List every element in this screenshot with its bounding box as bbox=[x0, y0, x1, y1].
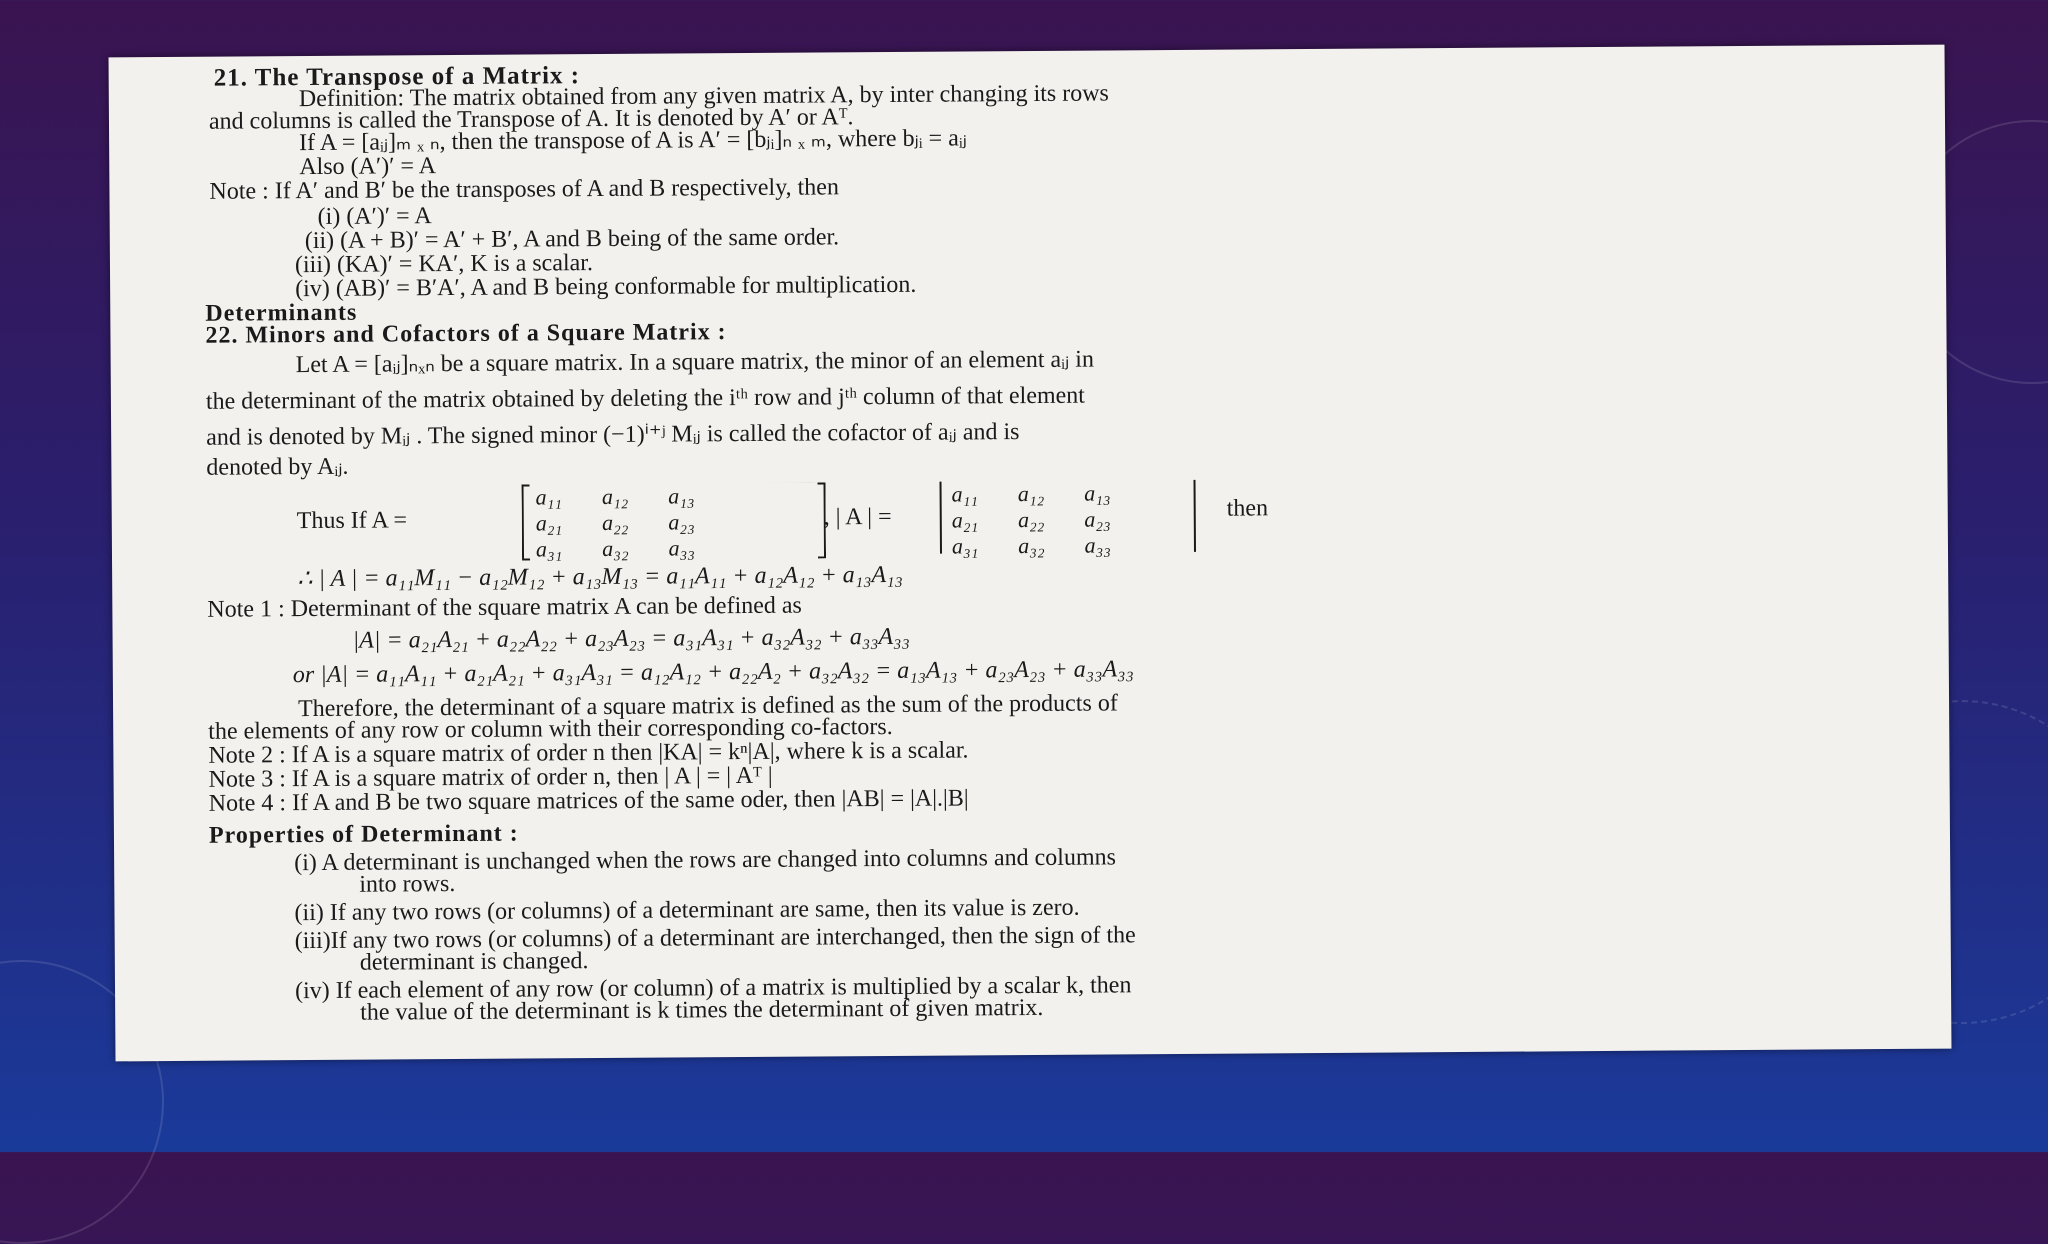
transpose-property: (iv) (AB)′ = B′A′, A and B being conformable for multiplication. bbox=[295, 271, 917, 303]
matrix-entry: a₂₁ bbox=[535, 510, 563, 536]
transpose-def-line: If A = [aᵢⱼ]ₘ ₓ ₙ, then the transpose of A is A′ = [bⱼᵢ]ₙ ₓ ₘ, where bⱼᵢ = aᵢⱼ bbox=[299, 125, 968, 157]
transpose-property: (ii) (A + B)′ = A′ + B′, A and B being of the same order. bbox=[304, 224, 840, 255]
matrix-entry: a₁₁ bbox=[535, 484, 562, 510]
minor-paragraph: and is denoted by Mᵢⱼ . The signed minor (−1)ⁱ⁺ʲ Mᵢⱼ is called the cofactor of aᵢⱼ and is bbox=[206, 419, 1020, 451]
property-item: (ii) If any two rows (or columns) of a determinant are same, then its value is zero. bbox=[294, 894, 1080, 927]
note-4: Note 4 : If A and B be two square matrices of the same oder, then |AB| = |A|.|B| bbox=[208, 785, 969, 817]
det-entry: a₂₂ bbox=[1017, 506, 1045, 533]
det-entry: a₃₂ bbox=[1018, 532, 1045, 559]
matrix-entry: a₃₃ bbox=[668, 535, 695, 561]
det-entry: a₁₂ bbox=[1017, 480, 1045, 507]
det-bar-left bbox=[939, 482, 942, 554]
definition-line: Definition: The matrix obtained from any given matrix A, by inter changing its rows bbox=[298, 80, 1109, 113]
property-item-cont: the value of the determinant is k times the determinant of given matrix. bbox=[360, 994, 1044, 1026]
property-item: (i) A determinant is unchanged when the rows are changed into columns and columns bbox=[294, 844, 1117, 877]
matrix-entry: a₁₂ bbox=[601, 483, 629, 509]
therefore-line: Therefore, the determinant of a square matrix is defined as the sum of the products of bbox=[297, 690, 1118, 723]
det-entry: a₃₃ bbox=[1084, 532, 1111, 558]
det-entry: a₃₁ bbox=[951, 533, 979, 559]
note-2: Note 2 : If A is a square matrix of order n then |KA| = kⁿ|A|, where k is a scalar. bbox=[208, 737, 969, 769]
note-line: Note : If A′ and B′ be the transposes of A and B respectively, then bbox=[209, 174, 840, 205]
property-item: (iv) If each element of any row (or column) of a matrix is multiplied by a scalar k, then bbox=[294, 972, 1132, 1005]
therefore-line-2: the elements of any row or column with their corresponding co-factors. bbox=[208, 713, 893, 745]
definition-line-2: and columns is called the Transpose of A. It is denoted by A′ or Aᵀ. bbox=[208, 104, 854, 135]
property-item: (iii)If any two rows (or columns) of a determinant are interchanged, then the sign of the bbox=[294, 922, 1136, 955]
matrix-entry: a₃₁ bbox=[535, 536, 563, 562]
matrix-entry: a₁₃ bbox=[668, 483, 695, 509]
det-entry: a₁₁ bbox=[951, 481, 978, 507]
note-1: Note 1 : Determinant of the square matrix A can be defined as bbox=[207, 592, 802, 623]
scanned-page bbox=[109, 45, 1952, 1062]
minor-paragraph: the determinant of the matrix obtained by deleting the iᵗʰ row and jᵗʰ column of that element bbox=[205, 382, 1086, 415]
matrix-entry: a₃₂ bbox=[602, 535, 629, 561]
det-bar-right bbox=[1193, 480, 1196, 552]
equation-2: or |A| = a₁₁A₁₁ + a₂₁A₂₁ + a₃₁A₃₁ = a₁₂A₁₂ + a₂₂A₂ + a₃₂A₃₂ = a₁₃A₁₃ + a₂₃A₂₃ + a₃₃A₃₃ bbox=[292, 656, 1134, 689]
det-entry: a₂₁ bbox=[951, 507, 979, 533]
matrix-A bbox=[536, 483, 695, 562]
matrix-entry: a₂₃ bbox=[668, 509, 695, 535]
expansion-line: ∴ | A | = a₁₁M₁₁ − a₁₂M₁₂ + a₁₃M₁₃ = a₁₁A₁₁ + a₁₂A₁₂ + a₁₃A₁₃ bbox=[297, 561, 903, 593]
property-item-cont: determinant is changed. bbox=[359, 948, 589, 976]
property-item-cont: into rows. bbox=[359, 871, 456, 898]
transpose-property: (i) (A′)′ = A bbox=[317, 203, 432, 230]
minor-paragraph: denoted by Aᵢⱼ. bbox=[206, 453, 349, 481]
det-entry: a₂₃ bbox=[1084, 506, 1111, 532]
det-entry: a₁₃ bbox=[1084, 480, 1111, 506]
then-label: then bbox=[1226, 495, 1269, 522]
section-21-heading: 21. The Transpose of a Matrix : bbox=[213, 62, 581, 92]
matrix-entry: a₂₂ bbox=[601, 509, 629, 535]
minor-paragraph: Let A = [aᵢⱼ]ₙₓₙ be a square matrix. In a square matrix, the minor of an element aᵢⱼ in bbox=[295, 346, 1095, 379]
thus-label: Thus If A = bbox=[296, 507, 408, 535]
properties-heading: Properties of Determinant : bbox=[208, 820, 519, 849]
section-22-heading: 22. Minors and Cofactors of a Square Matrix : bbox=[205, 319, 727, 349]
also-line: Also (A′)′ = A bbox=[299, 153, 437, 181]
equation-1: |A| = a₂₁A₂₁ + a₂₂A₂₂ + a₂₃A₂₃ = a₃₁A₃₁ + a₃₂A₃₂ + a₃₃A₃₃ bbox=[352, 623, 910, 654]
note-3: Note 3 : If A is a square matrix of order n, then | A | = | Aᵀ | bbox=[208, 762, 773, 793]
transpose-property: (iii) (KA)′ = KA′, K is a scalar. bbox=[294, 250, 594, 279]
det-label: , | A | = bbox=[823, 503, 892, 531]
determinants-heading: Determinants bbox=[205, 299, 358, 327]
determinant-A bbox=[951, 480, 1110, 559]
